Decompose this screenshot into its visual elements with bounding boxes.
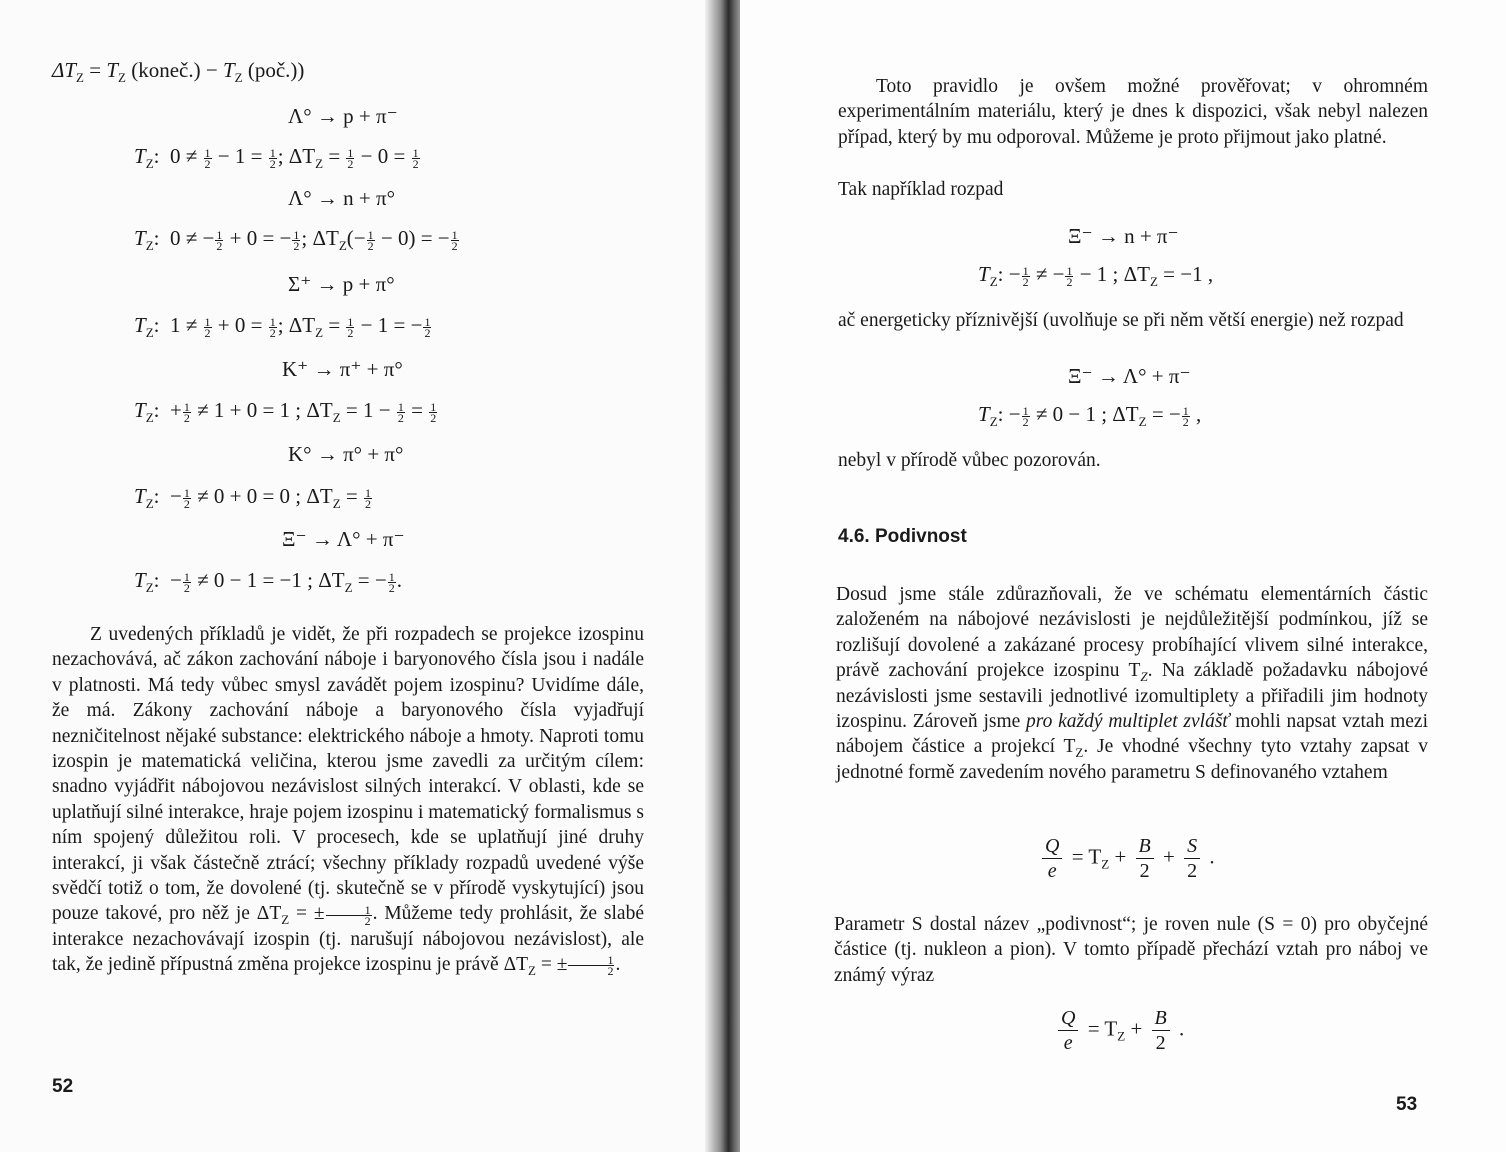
- reaction-tz-line: $T_Z$: + $\frac{1}{2}$ ≠ 1 + 0 = 1 ; $\Delta T_Z = 1$ − $\frac{1}{2}$ = $\frac{1}{2}$: [134, 398, 437, 426]
- reaction-decay: K° → π° + π°: [288, 442, 404, 466]
- reaction-tz-line: $T_Z$: 0 ≠ $\frac{1}{2}$ − 1 = $\frac{1}{2}$ ; $\Delta T_Z$ = $\frac{1}{2}$ − 0 = $\frac{1}{2}$: [134, 144, 419, 172]
- right-page: [740, 0, 1506, 1152]
- section-heading: 4.6. Podivnost: [838, 526, 967, 547]
- body-paragraph: nebyl v přírodě vůbec pozorován.: [838, 450, 1101, 471]
- body-paragraph: ač energeticky příznivější (uvolňuje se při něm větší energie) než rozpad: [838, 310, 1404, 331]
- reaction-tz-line: $T_Z$: − $\frac{1}{2}$ ≠ 0 + 0 = 0 ; $\Delta T_Z$ = $\frac{1}{2}$: [134, 484, 372, 512]
- reaction-decay: Λ° → n + π°: [288, 186, 395, 210]
- reaction-decay: K⁺ → π⁺ + π°: [282, 357, 403, 381]
- decay-equation: Ξ⁻ → Λ° + π⁻: [1068, 364, 1191, 388]
- reaction-tz-line: $T_Z$: 1 ≠ $\frac{1}{2}$ + 0 = $\frac{1}{2}$ ; $\Delta T_Z$ = $\frac{1}{2}$ − 1 = − $\frac{1}{2}$: [134, 313, 431, 341]
- reaction-decay: Σ⁺ → p + π°: [288, 272, 395, 296]
- delta-tz-definition: $\Delta T_Z = T_Z$ (koneč.) − $T_Z$ (poč.)): [52, 58, 305, 86]
- formula-charge-strangeness: $\frac{Q}{e}$ = $T_Z$ + $\frac{B}{2}$ + $\frac{S}{2}$ .: [1038, 834, 1215, 883]
- left-page: [0, 0, 718, 1152]
- formula-charge: $\frac{Q}{e}$ = $T_Z$ + $\frac{B}{2}$ .: [1054, 1006, 1184, 1055]
- body-paragraph: Z uvedených příkladů je vidět, že při rozpadech se projekce izospinu nezachovává, ač zákon zachování náboje i baryonového čísla jsou i nadále v platnosti. Má tedy vůbec smysl zavádět pojem izospinu? Uvidíme dále, že má. Zákony zachování náboje a baryonového čísla vyjadřují nezničitelnost nějaké substance: elektrického náboje a hmoty. Naproti tomu izospin je matematická veličina, kterou jsme zavedli za určitým cílem: snadno vyjádřit nábojovou nezávislost silných interakcí. V oblasti, kde se uplatňují silné interakce, hraje pojem izospinu i matematický formalismus s ním spojený důležitou roli. V procesech, kde se uplatňují jiné druhy interakcí, ji však částečně ztrácí; všechny příklady rozpadů uvedené výše svědčí totiž o tom, že dovolené (tj. skutečně se v přírodě vyskytující) jsou pouze takové, pro něž je $\Delta T_Z$ = ± $\frac{1}{2}$ . Můžeme tedy prohlásit, že slabé interakce nezachovávají izospin (tj. narušují nábojovou nezávislost), ale tak, že jedině přípustná změna projekce izospinu je právě $\Delta T_Z$ = ± $\frac{1}{2}$ .: [52, 624, 644, 979]
- body-paragraph: Toto pravidlo je ovšem možné prověřovat; v ohromném experimentálním materiálu, který je dnes k dispozici, však nebyl nalezen případ, který by mu odporoval. Můžeme je proto přijmout jako platné.: [838, 76, 1428, 148]
- reaction-decay: Λ° → p + π⁻: [288, 104, 398, 128]
- body-paragraph: Tak například rozpad: [838, 179, 1004, 200]
- page-number: 53: [1396, 1094, 1418, 1115]
- decay-tz-line: $T_Z$: − $\frac{1}{2}$ ≠ 0 − 1 ; $\Delta T_Z$ = − $\frac{1}{2}$ ,: [978, 402, 1202, 430]
- decay-tz-line: $T_Z$: − $\frac{1}{2}$ ≠ − $\frac{1}{2}$ − 1 ; $\Delta T_Z = -1$ ,: [978, 262, 1214, 290]
- page-number: 52: [52, 1076, 74, 1097]
- body-paragraph: Dosud jsme stále zdůrazňovali, že ve schématu elementárních částic založeném na nábojové nezávislosti je nejdůležitější podmínkou, jíž se rozlišují dovolené a zakázané procesy probíhající vlivem silné interakce, právě zachování projekce izospinu $T_Z$. Na základě požadavku nábojové nezávislosti jsme sestavili jednotlivé izomultiplety a přiřadili jim hodnoty izospinu. Zároveň jsme pro každý multiplet zvlášť mohli napsat vztah mezi nábojem částice a projekcí $T_Z$. Je vhodné všechny tyto vztahy zapsat v jednotné formě zavedením nového parametru S definovaného vztahem: [836, 584, 1428, 783]
- body-paragraph: Parametr S dostal název „podivnost“; je roven nule (S = 0) pro obyčejné částice (tj. nukleon a pion). V tomto případě přechází vztah pro náboj ve známý výraz: [834, 914, 1428, 986]
- reaction-tz-line: $T_Z$: − $\frac{1}{2}$ ≠ 0 − 1 = −1 ; $\Delta T_Z$ = − $\frac{1}{2}$ .: [134, 568, 402, 596]
- decay-equation: Ξ⁻ → n + π⁻: [1068, 224, 1179, 248]
- reaction-decay: Ξ⁻ → Λ° + π⁻: [282, 527, 405, 551]
- reaction-tz-line: $T_Z$: 0 ≠ − $\frac{1}{2}$ + 0 = − $\frac{1}{2}$ ; $\Delta T_Z(-$ $\frac{1}{2}$ − 0) = − $\frac{1}{2}$: [134, 226, 458, 254]
